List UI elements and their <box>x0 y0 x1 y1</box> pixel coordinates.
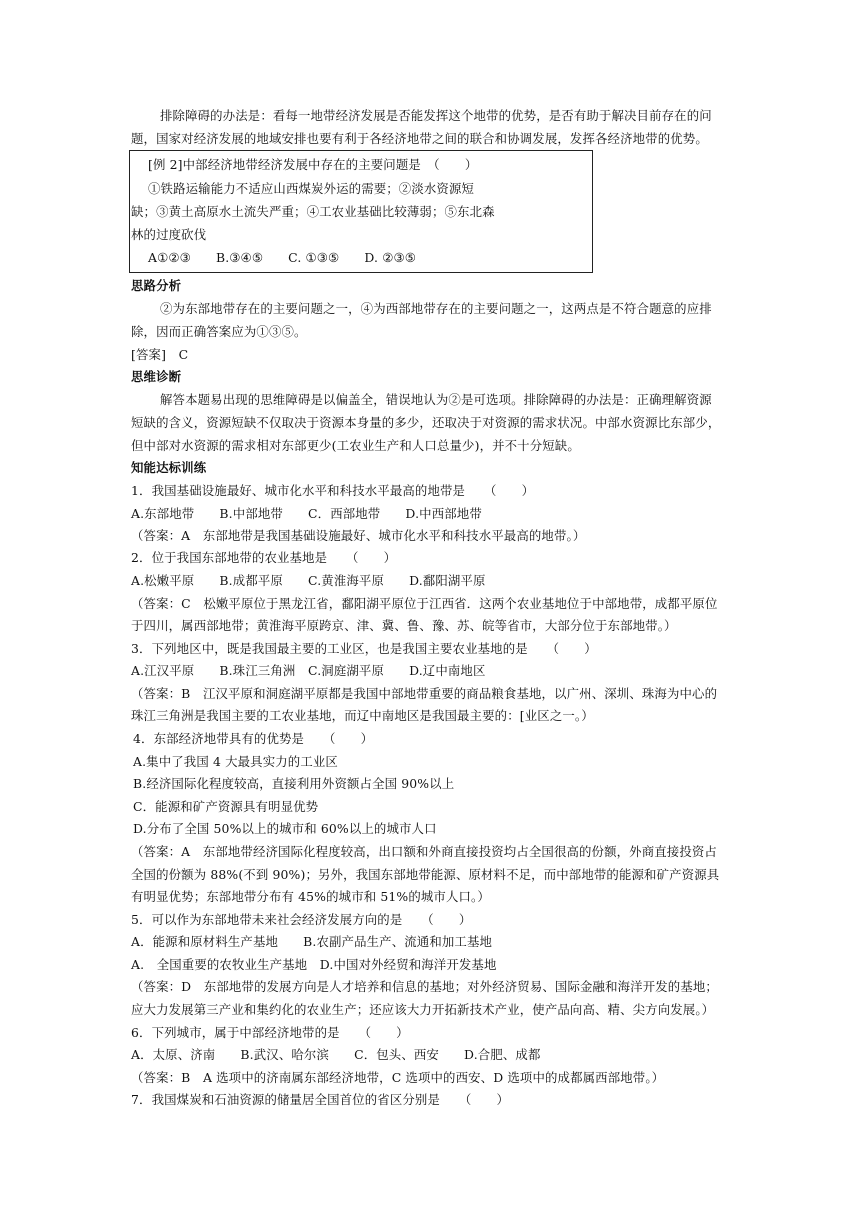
intro-line-1: 排除障碍的办法是：看每一地带经济发展是否能发挥这个地带的优势，是否有助于解决目前存在的问 <box>160 108 712 123</box>
analysis-heading: 思路分析 <box>131 278 182 293</box>
question-7: 7．我国煤炭和石油资源的储量居全国首位的省区分别是 （ ） <box>131 1092 510 1107</box>
answer: [答案] C <box>131 347 189 362</box>
intro-line-2: 题，国家对经济发展的地域安排也要有利于各经济地带之间的联合和协调发展，发挥各经济地带的优势。 <box>131 131 708 146</box>
training-heading: 知能达标训练 <box>131 460 207 475</box>
options-3: A.江汉平原 B.珠江三角洲 C.洞庭湖平原 D.辽中南地区 <box>131 663 486 678</box>
answer-4-line-2: 全国的份额为 88%(不到 90%)；另外，我国东部地带能源、原材料不足，而中部地带的能源和矿产资源具 <box>131 867 720 882</box>
diagnosis-line-1: 解答本题易出现的思维障碍是以偏盖全，错误地认为②是可选项。排除障碍的办法是：正确理解资源 <box>160 392 712 407</box>
diagnosis-heading: 思维诊断 <box>131 369 182 384</box>
option-4d: D.分布了全国 50%以上的城市和 60%以上的城市人口 <box>133 821 437 836</box>
diagnosis-line-2: 短缺的含义，资源短缺不仅取决于资源本身量的多少，还取决于对资源的需求状况。中部水资源比东部少， <box>131 415 721 430</box>
options-2: A.松嫩平原 B.成都平原 C.黄淮海平原 D.鄱阳湖平原 <box>131 573 486 588</box>
question-3: 3．下列地区中，既是我国最主要的工业区，也是我国主要农业基地的是 （ ） <box>131 641 597 656</box>
answer-4-line-3: 有明显优势；东部地带分布有 45%的城市和 51%的城市人口。） <box>131 889 490 904</box>
answer-3-line-2: 珠江三角洲是我国主要的工农业基地，而辽中南地区是我国最主要的：[业区之一。） <box>131 708 594 723</box>
question-2: 2．位于我国东部地带的农业基地是 （ ） <box>131 550 397 565</box>
answer-2-line-1: （答案：C 松嫩平原位于黑龙江省，鄱阳湖平原位于江西省．这两个农业基地位于中部地带，成都平原位 <box>131 596 718 611</box>
example-title: [例 2]中部经济地带经济发展中存在的主要问题是 （ ） <box>148 157 478 172</box>
answer-1: （答案：A 东部地带是我国基础设施最好、城市化水平和科技水平最高的地带。） <box>131 528 586 543</box>
answer-5-line-2: 应大力发展第三产业和集约化的农业生产；还应该大力开拓新技术产业，使产品向高、精、尖方向发展。） <box>131 1002 715 1017</box>
options-5-row-1: A．能源和原材料生产基地 B.农副产品生产、流通和加工基地 <box>131 934 493 949</box>
answer-3-line-1: （答案：B 江汉平原和洞庭湖平原都是我国中部地带重要的商品粮食基地，以广州、深圳、珠海为中心的 <box>131 686 718 701</box>
option-4b: B.经济国际化程度较高，直接利用外资额占全国 90%以上 <box>133 776 455 791</box>
option-4c: C．能源和矿产资源具有明显优势 <box>133 799 319 814</box>
example-line-1: ①铁路运输能力不适应山西煤炭外运的需要；②淡水资源短 <box>148 181 475 196</box>
options-1: A.东部地带 B.中部地带 C．西部地带 D.中西部地带 <box>131 506 482 521</box>
example-line-3: 林的过度砍伐 <box>131 227 207 242</box>
options-5-row-2: A. 全国重要的农牧业生产基地 D.中国对外经贸和海洋开发基地 <box>131 957 497 972</box>
answer-4-line-1: （答案：A 东部地带经济国际化程度较高，出口额和外商直接投资均占全国很高的份额，外商直接投资占 <box>131 844 717 859</box>
analysis-line-2: 除，因而正确答案应为①③⑤。 <box>131 324 307 339</box>
diagnosis-line-3: 但中部对水资源的需求相对东部更少(工农业生产和人口总量少)，并不十分短缺。 <box>131 438 580 453</box>
example-options: A①②③ B.③④⑤ C. ①③⑤ D. ②③⑤ <box>148 250 416 265</box>
option-4a: A.集中了我国 4 大最具实力的工业区 <box>133 754 338 769</box>
question-6: 6．下列城市，属于中部经济地带的是 （ ） <box>131 1025 409 1040</box>
analysis-line-1: ②为东部地带存在的主要问题之一，④为西部地带存在的主要问题之一，这两点是不符合题意的应排 <box>160 301 712 316</box>
example-line-2: 缺；③黄土高原水土流失严重；④工农业基础比较薄弱；⑤东北森 <box>131 204 495 219</box>
question-1: 1．我国基础设施最好、城市化水平和科技水平最高的地带是 （ ） <box>131 483 535 498</box>
question-4: 4．东部经济地带具有的优势是 （ ） <box>133 731 374 746</box>
answer-5-line-1: （答案：D 东部地带的发展方向是人才培养和信息的基地；对外经济贸易、国际金融和海洋开发的基地； <box>131 979 718 994</box>
answer-6: （答案：B A 选项中的济南属东部经济地带，C 选项中的西安、D 选项中的成都属西部地带。） <box>131 1070 665 1085</box>
answer-2-line-2: 于四川，属西部地带；黄淮海平原跨京、津、冀、鲁、豫、苏、皖等省市，大部分位于东部地带。） <box>131 618 677 633</box>
question-5: 5．可以作为东部地带未来社会经济发展方向的是 （ ） <box>131 912 472 927</box>
options-6: A．太原、济南 B.武汉、哈尔滨 C．包头、西安 D.合肥、成都 <box>131 1047 541 1062</box>
